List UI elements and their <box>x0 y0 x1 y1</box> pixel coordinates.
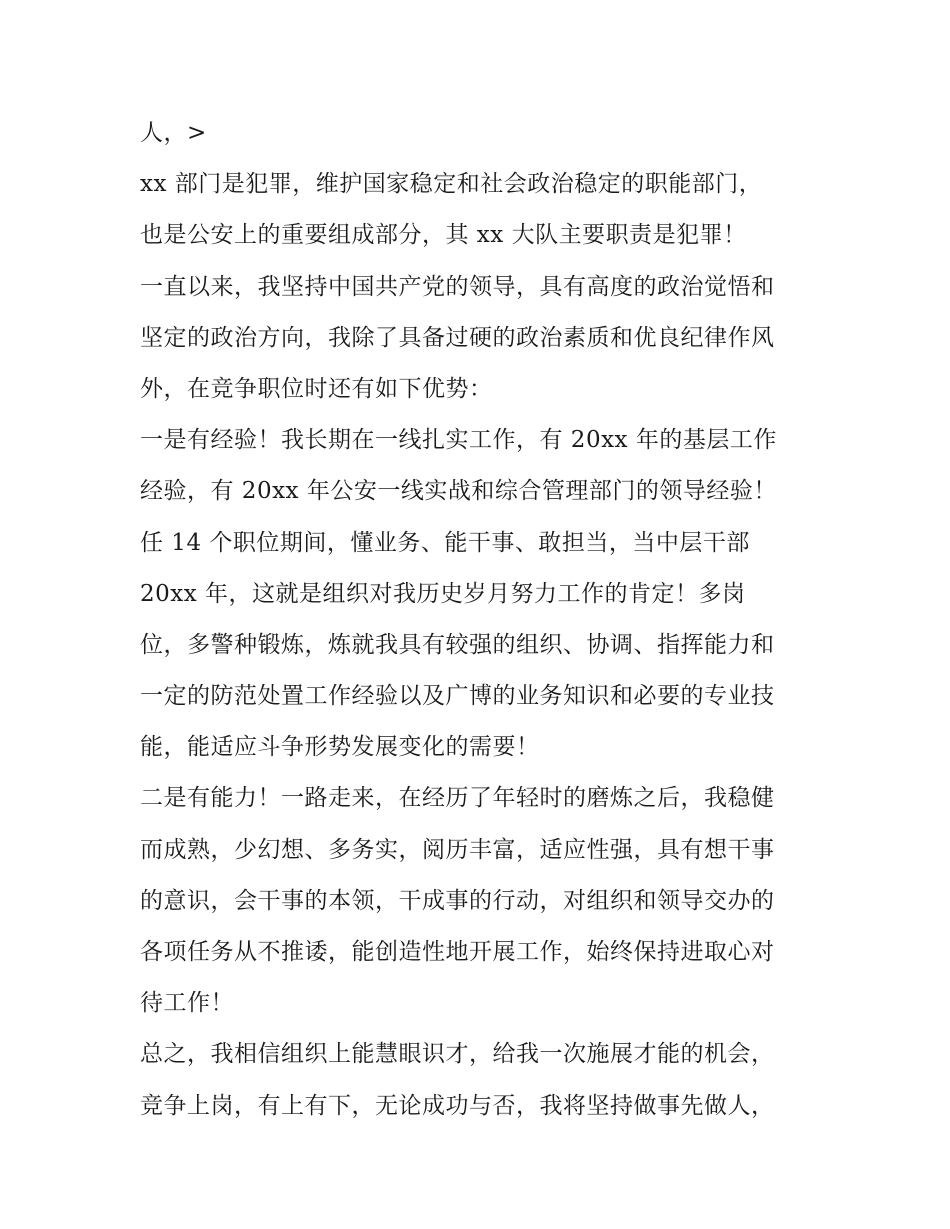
text-line: 总之，我相信组织上能慧眼识才，给我一次施展才能的机会， <box>140 1041 775 1068</box>
text-line: 而成熟，少幻想、多务实，阅历丰富，适应性强，具有想干事 <box>140 836 775 863</box>
document-body <box>140 108 830 1132</box>
text-line: 一定的防范处置工作经验以及广博的业务知识和必要的专业技 <box>140 683 775 710</box>
text-line: 也是公安上的重要组成部分，其 xx 大队主要职责是犯罪！ <box>140 222 747 249</box>
text-line: 人，> <box>140 120 207 146</box>
text-line: 外，在竞争职位时还有如下优势： <box>140 375 493 402</box>
text-line: xx 部门是犯罪，维护国家稳定和社会政治稳定的职能部门， <box>140 171 763 198</box>
text-line: 一是有经验！我长期在一线扎实工作，有 20xx 年的基层工作 <box>140 427 777 454</box>
text-line: 竞争上岗，有上有下，无论成功与否，我将坚持做事先做人， <box>140 1092 775 1119</box>
text-line: 各项任务从不推诿，能创造性地开展工作，始终保持进取心对 <box>140 939 775 965</box>
text-line: 20xx 年，这就是组织对我历史岁月努力工作的肯定！多岗 <box>140 580 746 607</box>
text-line: 坚定的政治方向，我除了具备过硬的政治素质和优良纪律作风 <box>140 324 775 351</box>
text-line: 待工作！ <box>140 990 234 1017</box>
text-line: 的意识，会干事的本领，干成事的行动，对组织和领导交办的 <box>140 887 775 914</box>
text-line: 能，能适应斗争形势发展变化的需要！ <box>140 734 540 761</box>
text-line: 二是有能力！一路走来，在经历了年轻时的磨炼之后，我稳健 <box>140 785 775 812</box>
text-line: 一直以来，我坚持中国共产党的领导，具有高度的政治觉悟和 <box>140 273 775 300</box>
text-line: 任 14 个职位期间，懂业务、能干事、敢担当，当中层干部 <box>140 529 750 556</box>
text-line: 经验，有 20xx 年公安一线实战和综合管理部门的领导经验！ <box>140 478 777 505</box>
text-line: 位，多警种锻炼，炼就我具有较强的组织、协调、指挥能力和 <box>140 631 775 658</box>
